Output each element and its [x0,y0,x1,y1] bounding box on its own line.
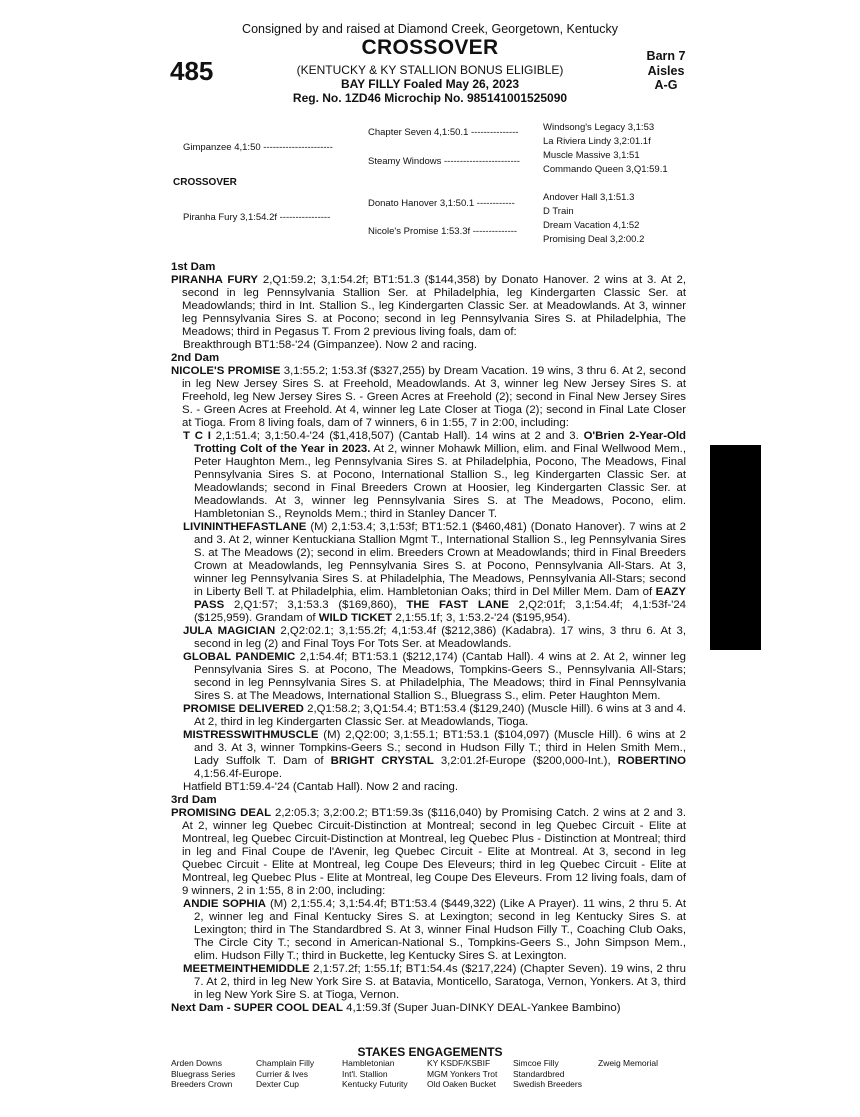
pedigree-dam-sire: Donato Hanover 3,1:50.1 ------------ [368,198,515,209]
produce-bright-crystal: BRIGHT CRYSTAL [330,755,434,767]
first-dam-name: PIRANHA FURY [171,274,258,286]
foal-entry-tci [183,430,686,521]
produce-robertino-text: 4,1:56.4f-Europe. [194,768,283,780]
stakes-column [256,1058,314,1090]
stakes-item: Int'l. Stallion [342,1068,388,1079]
stakes-item: KY KSDF/KSBIF [427,1058,491,1068]
foal-name-tci: T C I [183,430,211,442]
foal-text-promise-delivered: 2,Q1:58.2; 3,Q1:54.4; BT1:53.4 ($129,240) (Muscle Hill). 6 wins at 3 and 4. At 2, third in leg Kindergarten Classic Ser. at Meadowlands, Tioga. [194,703,687,728]
foal-entry-meetmeinthemiddle [183,963,686,1002]
pedigree-g8: Promising Deal 3,2:00.2 [543,234,645,245]
stakes-column [342,1058,408,1090]
eligibility: (KENTUCKY & KY STALLION BONUS ELIGIBLE) [296,63,564,77]
pedigree-g3: Muscle Massive 3,1:51 [543,150,640,161]
foal-text-andie-sophia: (M) 2,1:55.4; 3,1:54.4f; BT1:53.4 ($449,322) (Like A Prayer). 11 wins, 2 thru 5. At 2, winner leg and Final Kentucky Sires S. at Lexington; second in leg Kentucky Sires S. at Lexington; third in The Standardbred S. At 3, winner Final Hudson Filly T., Coaching Club Oaks, The Circle City T.; second in American-National S., Tompkins-Geers S., John Simpson Mem., elim. Hudson Filly T.; third in Buckette, leg Kentucky Sires S. at Lexington. [194,898,686,962]
third-dam-heading: 3rd Dam [171,794,217,806]
stakes-item: Dexter Cup [256,1079,299,1089]
registration-info: Reg. No. 1ZD46 Microchip No. 985141001525090 [292,91,568,105]
hip-number: 485 [170,56,214,86]
aisles-label: Aisles [647,63,685,78]
next-dam-label: Next Dam - SUPER COOL DEAL [171,1002,343,1014]
pedigree-g4: Commando Queen 3,Q1:59.1 [543,164,668,175]
foal-entry-hatfield: Hatfield BT1:59.4-'24 (Cantab Hall). Now 2 and racing. [183,781,459,793]
foal-award-tci: O'Brien 2-Year-Old Trotting Colt of the Year in 2023. [194,430,686,455]
foal-name-mistresswithmuscle: MISTRESSWITHMUSCLE [183,729,319,741]
foal-text2-tci: At 2, winner Mohawk Million, elim. and Final Wellwood Mem., Peter Haughton Mem., leg Pennsylvania Sires S. at Philadelphia, Pocono, The Meadows, Final Pennsylvania Sires S. at Pocono, International Stallion S., leg Kindergarten Classic Ser. at Meadowlands; second in Final Breeders Crown at Hoosier, leg Kindergarten Classic Ser. at Meadowlands. At 3, winner leg Pennsylvania Sires S. at The Meadows, Pocono, elim. Hambletonian S., Reynolds Mem.; third in Stanley Dancer T. [194,443,686,520]
horse-name: CROSSOVER [361,36,499,59]
first-dam-foal: Breakthrough BT1:58-'24 (Gimpanzee). Now 2 and racing. [183,339,478,351]
produce-the-fast-lane: THE FAST LANE [406,599,509,611]
third-dam-entry [171,807,686,898]
third-dam-name: PROMISING DEAL [171,807,272,819]
stakes-item: Bluegrass Series [171,1068,236,1079]
foal-name-livininthefastlane: LIVININTHEFASTLANE [183,521,307,533]
produce-eazy-pass: EAZY PASS [194,586,686,611]
produce-bright-crystal-text: 3,2:01.2f-Europe ($200,000-Int.), [433,755,618,767]
stakes-item: Swedish Breeders [513,1079,582,1089]
pedigree-subject: CROSSOVER [173,177,237,188]
pedigree-g7: Dream Vacation 4,1:52 [543,220,640,231]
grandproduce-wild-ticket-text: 2,1:55.1f; 3, 1:53.2-'24 ($195,954). [392,612,571,624]
third-dam-text: 2,2:05.3; 3,2:00.2; BT1:59.3s ($116,040) by Promising Catch. 2 wins at 2 and 3. At 2, winner leg Quebec Circuit-Distinction at Montreal; second in leg Quebec Circuit - Elite at Montreal, leg Quebec Circuit-Distinction at Montreal, leg Quebec Plus - Distinction at Montreal; third in leg and Final Coupe de l'Avenir, leg Quebec Circuit - Elite at Montreal. At 3, second in leg Quebec Circuit - Elite at Montreal, leg Coupe Des Eleveurs; third in leg Quebec Circuit - Elite at Montreal, leg Quebec Plus - Elite at Montreal, leg Coupe Des Eleveurs. From 12 living foals, dam of 9 winners, 2 in 1:55, 8 in 2:00, including: [182,807,687,897]
pedigree-dam-dam: Nicole's Promise 1:53.3f -------------- [368,226,518,237]
next-dam-entry [171,1002,686,1015]
catalog-page-body [171,261,686,1015]
stakes-item: Zweig Memorial [598,1058,658,1068]
pedigree-g6: D Train [543,206,574,217]
stakes-title: STAKES ENGAGEMENTS [357,1045,503,1059]
pedigree-g5: Andover Hall 3,1:51.3 [543,192,635,203]
pedigree-sire-sire: Chapter Seven 4,1:50.1 --------------- [368,127,519,138]
foal-name-global-pandemic: GLOBAL PANDEMIC [183,651,296,663]
foal-name-andie-sophia: ANDIE SOPHIA [183,898,267,910]
second-dam-entry [171,365,686,430]
stakes-item: Hambletonian [342,1058,395,1068]
first-dam-entry [171,274,686,339]
stakes-column [171,1058,235,1090]
grandproduce-wild-ticket: WILD TICKET [318,612,393,624]
stakes-item: Standardbred [513,1068,565,1079]
foal-text-jula-magician: 2,Q2:02.1; 3,1:55.2f; 4,1:53.4f ($212,386) (Kadabra). 17 wins, 3 thru 6. At 3, second in leg (2) and Final Toys For Tots Ser. at Meadowlands. [194,625,686,650]
foal-entry-promise-delivered [183,703,686,729]
stakes-column [513,1058,582,1090]
pedigree-dam: Piranha Fury 3,1:54.2f ---------------- [183,212,331,223]
foal-entry-mistresswithmuscle [183,729,686,781]
pedigree-sire-dam: Steamy Windows ------------------------ [368,156,520,167]
foal-text-mistresswithmuscle: (M) 2,Q2:00; 3,1:55.1; BT1:53.1 ($104,097) (Muscle Hill). 6 wins at 2 and 3. At 3, winner Tompkins-Geers S.; second in Hudson Filly T.; third in Helen Smith Mem., Lady Suffolk T. Dam of [194,729,686,767]
second-dam-name: NICOLE'S PROMISE [171,365,281,377]
foal-name-promise-delivered: PROMISE DELIVERED [183,703,304,715]
produce-the-fast-lane-text: 2,Q2:01f; 3,1:54.4f; 4,1:53f-'24 ($125,959). Grandam of [194,599,686,624]
second-dam-text: 3,1:55.2; 1:53.3f ($327,255) by Dream Vacation. 19 wins, 3 thru 6. At 2, second in leg New Jersey Sires S. at Freehold, Meadowlands. At 3, winner leg New Jersey Sires S. at Freehold, leg New Jersey Sires S. - Green Acres at Freehold (2); second in Final New Jersey Sires S. - Green Acres at Freehold. At 4, winner leg Late Closer at Tioga (2); second in Final Late Closer at Tioga. From 8 living foals, dam of 7 winners, 6 in 1:55, 7 in 2:00, including: [182,365,686,429]
foal-name-meetmeinthemiddle: MEETMEINTHEMIDDLE [183,963,310,975]
stakes-item: MGM Yonkers Trot [427,1068,498,1079]
foal-text-meetmeinthemiddle: 2,1:57.2f; 1:55.1f; BT1:54.4s ($217,224) (Chapter Seven). 19 wins, 2 thru 7. At 2, third in leg New York Sire S. at Batavia, Monticello, Saratoga, Vernon, Yonkers. At 3, third in leg New York Sire S. at Tioga, Vernon. [194,963,686,1001]
first-dam-text: 2,Q1:59.2; 3,1:54.2f; BT1:51.3 ($144,358) by Donato Hanover. 2 wins at 3. At 2, second in leg Pennsylvania Stallion Ser. at Philadelphia, leg Kindergarten Classic Ser. at Meadowlands; third in Int. Stallion S., leg Kindergarten Classic Ser. at Meadowlands. At 3, winner leg Pennsylvania Sires S. at Pocono; second in leg Pennsylvania Sires S. at Philadelphia, The Meadows; third in Pegasus T. From 2 previous living foals, dam of: [182,274,687,338]
consignor-line: Consigned by and raised at Diamond Creek, Georgetown, Kentucky [242,22,618,36]
foal-text-global-pandemic: 2,1:54.4f; BT1:53.1 ($212,174) (Cantab Hall). 4 wins at 2. At 2, winner leg Pennsylvania Sires S. at Pocono, The Meadows, Tompkins-Geers S., Pennsylvania All-Stars; second in leg Pennsylvania Sires S. at Philadelphia, The Meadows; third in Final Pennsylvania Sires S. at The Meadows, International Stallion S., Bluegrass S., elim. Peter Haughton Mem. [194,651,687,702]
foal-entry-global-pandemic [183,651,686,703]
pedigree-g2: La Riviera Lindy 3,2:01.1f [543,136,651,147]
foaling-info: BAY FILLY Foaled May 26, 2023 [340,77,520,91]
foal-entry-jula-magician [183,625,686,651]
produce-robertino: ROBERTINO [617,755,686,767]
stakes-item: Old Oaken Bucket [427,1079,496,1089]
barn-location [636,49,696,93]
pedigree-sire: Gimpanzee 4,1:50 ---------------------- [183,142,333,153]
stakes-item: Kentucky Futurity [342,1079,408,1089]
foal-entry-livininthefastlane [183,521,686,625]
black-box [710,445,761,650]
first-dam-heading: 1st Dam [171,261,216,273]
aisle-range: A-G [654,78,678,92]
stakes-item: Currier & Ives [256,1068,308,1079]
stakes-item: Simcoe Filly [513,1058,559,1068]
stakes-item: Breeders Crown [171,1079,233,1089]
next-dam-text: 4,1:59.3f (Super Juan-DINKY DEAL-Yankee Bambino) [342,1002,621,1014]
stakes-column [427,1058,497,1090]
barn-label: Barn 7 [646,49,686,63]
foal-text-tci: 2,1:51.4; 3,1:50.4-'24 ($1,418,507) (Cantab Hall). 14 wins at 2 and 3. [210,430,584,442]
foal-name-jula-magician: JULA MAGICIAN [183,625,276,637]
second-dam-heading: 2nd Dam [171,352,220,364]
pedigree-g1: Windsong's Legacy 3,1:53 [543,122,655,133]
foal-text-livininthefastlane: (M) 2,1:53.4; 3,1:53f; BT1:52.1 ($460,481) (Donato Hanover). 7 wins at 2 and 3. At 2, winner Kentuckiana Stallion Mgmt T., International Stallion S., leg Pennsylvania Sires S. at The Meadows (2); second in elim. Breeders Crown at Meadowlands; third in Final Breeders Crown at Meadowlands, leg Pennsylvania Sires S. at Pocono, Pennsylvania All-Stars. At 3, winner leg Pennsylvania Sires S. at Philadelphia, The Meadows, Pennsylvania All-Stars; second in Liberty Bell T. at Philadelphia, elim. Hambletonian Oaks; third in Del Miller Mem. Dam of [194,521,686,598]
stakes-item: Arden Downs [171,1058,223,1068]
stakes-column [598,1058,658,1069]
stakes-item: Champlain Filly [256,1058,315,1068]
foal-entry-andie-sophia [183,898,686,963]
produce-eazy-pass-text: 2,Q1:57; 3,1:53.3 ($169,860), [224,599,407,611]
